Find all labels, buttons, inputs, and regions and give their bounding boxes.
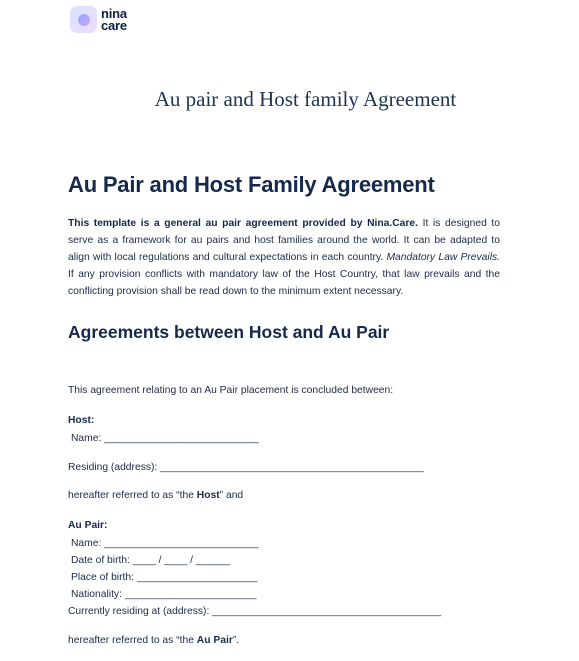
au-pair-name-field: Name: ___________________________ [71, 538, 259, 549]
intro-paragraph [68, 215, 500, 300]
host-name-field: Name: ___________________________ [71, 433, 259, 444]
logo-wordmark: nina care [101, 5, 127, 33]
host-hereafter-prefix: hereafter referred to as “the [68, 490, 197, 501]
au-pair-residing-field: Currently residing at (address): ________________________________________ [68, 606, 442, 617]
page-title: Au Pair and Host Family Agreement [68, 172, 435, 197]
host-hereafter-suffix: ” and [219, 490, 244, 501]
host-term: Host [196, 490, 220, 501]
logo-dot [78, 14, 90, 26]
au-pair-nationality-field: Nationality: _______________________ [71, 589, 257, 600]
au-pair-place-of-birth-field: Place of birth: _____________________ [71, 572, 258, 583]
nina-care-logo [70, 6, 127, 33]
au-pair-hereafter-suffix: ”. [232, 635, 240, 646]
host-label: Host: [68, 415, 95, 426]
document-header-title: Au pair and Host family Agreement [154, 87, 457, 111]
nina-care-logo-icon [70, 6, 97, 33]
document-body [68, 172, 500, 343]
au-pair-dob-field: Date of birth: ____ / ____ / ______ [71, 555, 231, 566]
mandatory-law-label: Mandatory Law Prevails. [386, 252, 500, 263]
host-hereafter-text [68, 490, 243, 501]
intro-sentence-1: It is designed to serve as a framework for au pairs and host families around the world. It can be adapted to align with local regulations and cultural expectations in each country. [68, 218, 501, 263]
intro-lead: This template is a general au pair agreement provided by Nina.Care. [68, 218, 419, 229]
au-pair-label: Au Pair: [68, 520, 108, 531]
intro-sentence-2: If any provision conflicts with mandatory law of the Host Country, that law prevails and the conflicting provision shall be read down to the minimum extent necessary. [68, 269, 500, 297]
host-residing-field: Residing (address): ______________________________________________ [68, 462, 424, 473]
concluded-text: This agreement relating to an Au Pair placement is concluded between: [68, 385, 394, 396]
au-pair-term: Au Pair [196, 635, 233, 646]
au-pair-hereafter-prefix: hereafter referred to as “the [68, 635, 197, 646]
au-pair-hereafter-text [68, 635, 239, 646]
section-heading: Agreements between Host and Au Pair [68, 322, 390, 342]
